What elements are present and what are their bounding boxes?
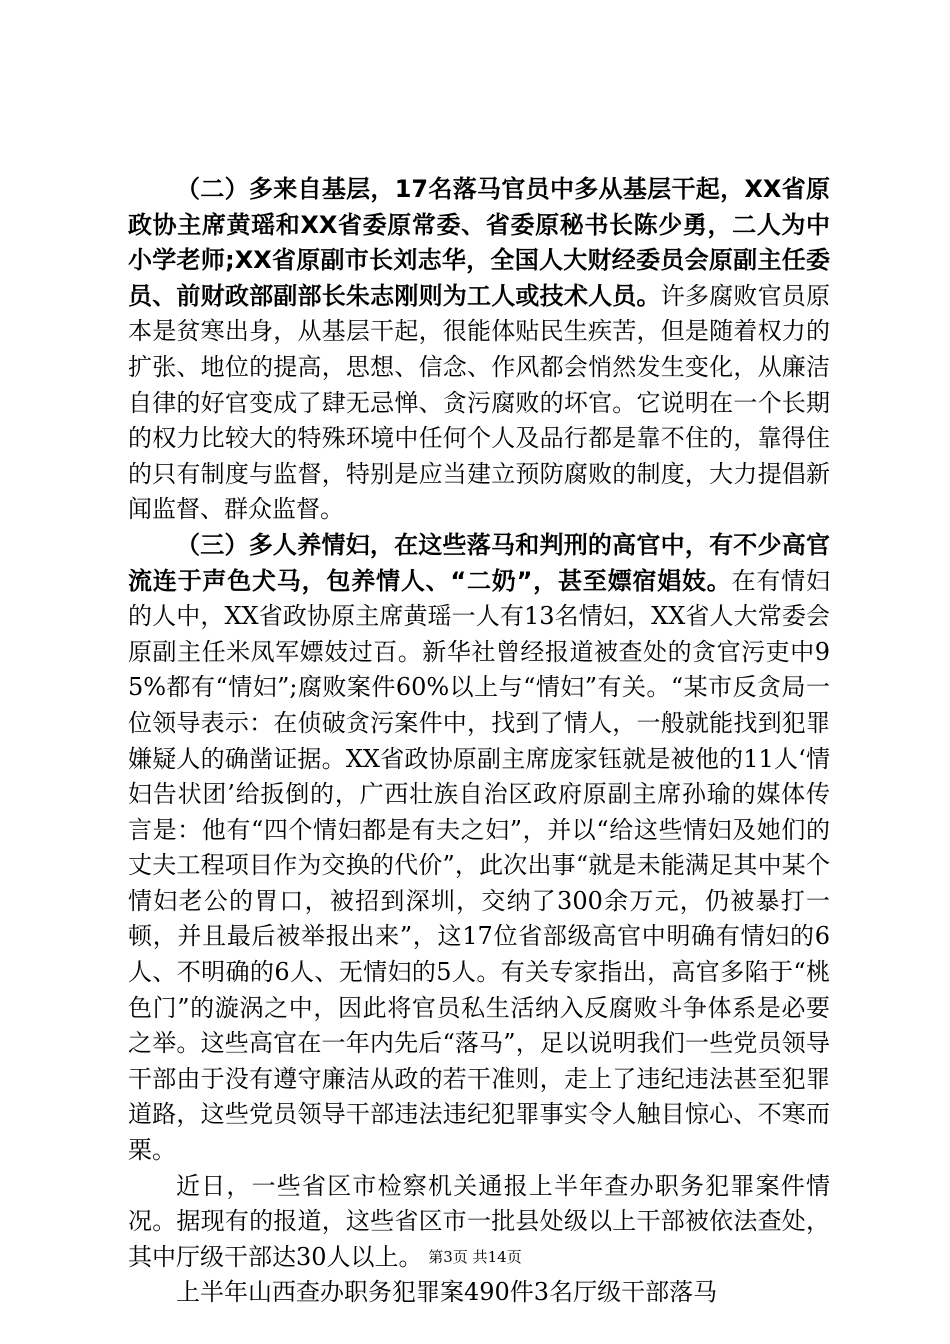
paragraph-body: 许多腐败官员原本是贫寒出身，从基层干起，很能体贴民生疾苦，但是随着权力的扩张、地位的提高，思想、信念、作风都会悄然发生变化，从廉洁自律的好官变成了肆无忌惮、贪污腐败的坏官。它说明在一个长期的权力比较大的特殊环境中任何个人及品行都是靠不住的，靠得住的只有制度与监督，特别是应当建立预防腐败的制度，大力提倡新闻监督、群众监督。 — [128, 281, 831, 524]
paragraph-heading: （三）多人养情妇，在这些落马和判刑的高官中，有不少高官流连于声色犬马，包养情人、“二奶”，甚至嫖宿娼妓。 — [128, 530, 830, 595]
paragraph-body: 近日，一些省区市检察机关通报上半年查办职务犯罪案件情况。据现有的报道，这些省区市一批县处级以上干部被依法查处，其中厅级干部达30人以上。 — [128, 1171, 830, 1271]
page-number: 第3页 共14页 — [428, 1248, 522, 1266]
paragraph-mistresses — [128, 528, 830, 1169]
paragraph-grassroots — [128, 172, 830, 528]
paragraph-body: 在有情妇的人中，XX省政协原主席黄瑶一人有13名情妇，XX省人大常委会原副主任米凤军嫖妓过百。新华社曾经报道被查处的贪官污吏中95%都有“情妇”;腐败案件60%以上与“情妇”有关。“某市反贪局一位领导表示：在侦破贪污案件中，找到了情人，一般就能找到犯罪嫌疑人的确凿证据。XX省政协原副主席庞家钰就是被他的11人‘情妇告状团’给扳倒的，广西壮族自治区政府原副主席孙瑜的媒体传言是：他有“四个情妇都是有夫之妇”，并以“给这些情妇及她们的丈夫工程项目作为交换的代价”，此次出事“就是未能满足其中某个情妇老公的胃口，被招到深圳，交纳了300余万元，仍被暴打一顿，并且最后被举报出来”，这17位省部级高官中明确有情妇的6人、不明确的6人、无情妇的5人。有关专家指出，高官多陷于“桃色门”的漩涡之中，因此将官员私生活纳入反腐败斗争体系是必要之举。这些高官在一年内先后“落马”，足以说明我们一些党员领导干部由于没有遵守廉洁从政的若干准则，走上了违纪违法甚至犯罪道路，这些党员领导干部违法违纪犯罪事实令人触目惊心、不寒而栗。 — [128, 566, 830, 1165]
body-text — [128, 172, 830, 1311]
paragraph-body: 上半年山西查办职务犯罪案490件3名厅级干部落马 — [176, 1278, 718, 1307]
page-footer — [0, 1247, 950, 1267]
paragraph-shanxi-headline — [128, 1275, 830, 1311]
paragraph-heading: （二）多来自基层，17名落马官员中多从基层干起，XX省原政协主席黄瑶和XX省委原常委、省委原秘书长陈少勇，二人为中小学老师;XX省原副市长刘志华，全国人大财经委员会原副主任委员、前财政部副部长朱志刚则为工人或技术人员。 — [128, 175, 830, 310]
